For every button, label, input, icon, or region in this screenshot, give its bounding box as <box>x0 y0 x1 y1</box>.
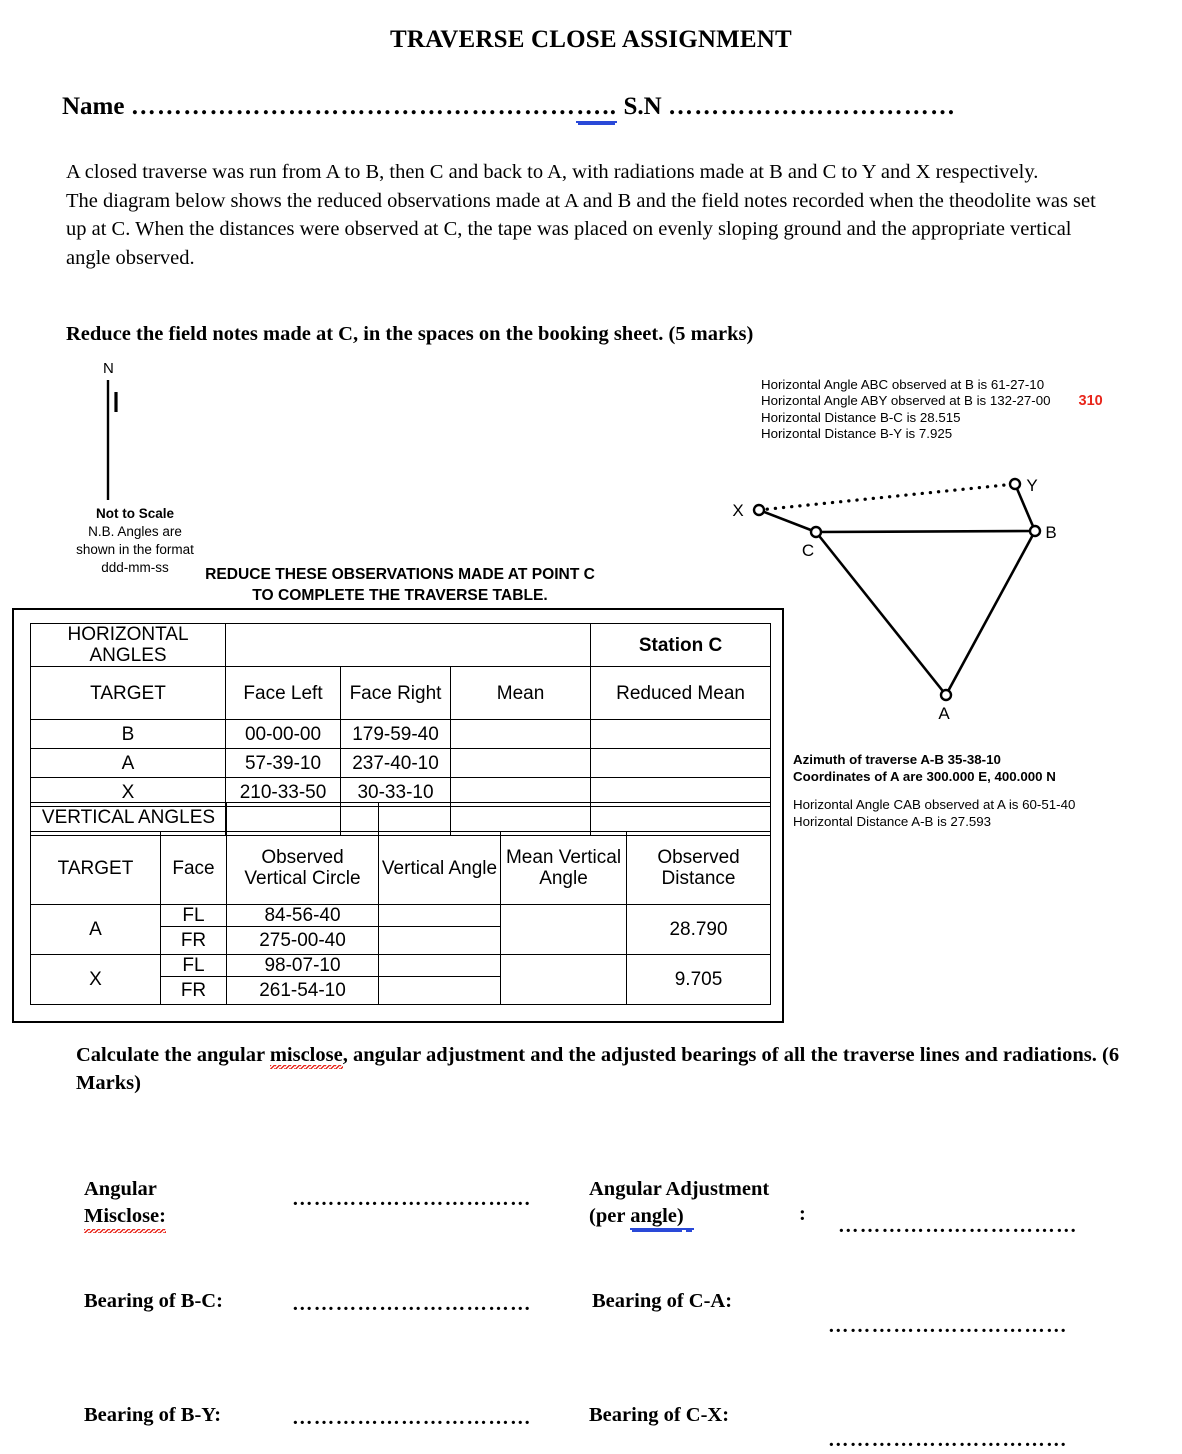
calculate-task-paragraph <box>76 1041 1126 1097</box>
booking-sheet <box>12 608 784 1023</box>
edge-c-a <box>816 532 946 695</box>
vertical-angles-column-header-row <box>31 832 771 905</box>
angular-adjustment-colon: : <box>799 1203 806 1225</box>
nb-line-3: ddd-mm-ss <box>101 560 169 575</box>
table-row <box>31 720 771 749</box>
not-to-scale-label: Not to Scale <box>95 506 174 521</box>
col-header-face-left: Face Left <box>226 667 341 720</box>
angular-adjustment-line-1: Angular Adjustment <box>589 1178 770 1200</box>
page-title: TRAVERSE CLOSE ASSIGNMENT <box>390 26 792 53</box>
bearing-ca-answer-blank[interactable]: …………………………… <box>828 1315 1068 1337</box>
bearing-cx-label: Bearing of C-X: <box>589 1404 730 1426</box>
note-abc-angle: Horizontal Angle ABC observed at B is 61-27-10 <box>761 377 1045 392</box>
vertical-angles-section-row <box>31 803 771 832</box>
angular-misclose-word-2: Misclose: <box>84 1203 166 1233</box>
cell-observed-vertical-circle: 84-56-40 <box>227 905 379 927</box>
cell-reduced-mean[interactable] <box>591 749 771 778</box>
name-dots[interactable]: …………………………………………… <box>130 93 577 120</box>
angular-adjustment-label <box>589 1176 769 1230</box>
edge-x-c <box>759 510 816 532</box>
horizontal-angles-title: HORIZONTAL ANGLES <box>31 624 226 667</box>
col-header-observed-distance: Observed Distance <box>627 832 771 905</box>
name-dots-underlined[interactable]: ….. <box>576 93 617 123</box>
cell-face-left: 00-00-00 <box>226 720 341 749</box>
horizontal-angles-blank-header <box>226 624 591 667</box>
angular-adjustment-trailing-underline <box>684 1205 694 1230</box>
cell-target: X <box>31 778 226 807</box>
table-row <box>31 749 771 778</box>
station-c-label: Station C <box>591 624 771 667</box>
bearing-ca-label: Bearing of C-A: <box>592 1290 733 1312</box>
bearing-cx-answer-blank[interactable]: …………………………… <box>828 1429 1068 1451</box>
edge-c-b <box>816 531 1035 532</box>
booking-sheet-heading-line-1: REDUCE THESE OBSERVATIONS MADE AT POINT C <box>205 566 595 583</box>
angular-adjustment-line-2 <box>589 1203 769 1230</box>
station-label-b: B <box>1045 523 1057 542</box>
col-header-target: TARGET <box>31 832 161 905</box>
cell-target: A <box>31 905 161 955</box>
cell-mean[interactable] <box>451 720 591 749</box>
edge-a-b <box>946 531 1035 695</box>
table-row <box>31 905 771 927</box>
misspelled-word-misclose: misclose <box>270 1044 343 1069</box>
observations-at-b-notes <box>761 377 1103 442</box>
cell-face-right: 237-40-10 <box>341 749 451 778</box>
edge-x-y <box>759 484 1015 510</box>
angular-misclose-answer-blank[interactable]: …………………………… <box>292 1188 532 1210</box>
angular-adjustment-answer-blank[interactable]: …………………………… <box>838 1215 1078 1237</box>
col-header-mean-vertical-angle: Mean Vertical Angle <box>501 832 627 905</box>
angular-misclose-word-1: Angular <box>84 1178 157 1200</box>
cell-observed-vertical-circle: 275-00-40 <box>227 927 379 955</box>
nb-line-1: N.B. Angles are <box>88 524 182 539</box>
name-sn-line <box>62 93 1122 121</box>
cell-vertical-angle[interactable] <box>379 977 501 1005</box>
note-cab-angle: Horizontal Angle CAB observed at A is 60-51-40 <box>793 797 1076 812</box>
cell-vertical-angle[interactable] <box>379 927 501 955</box>
station-label-c: C <box>801 541 815 560</box>
col-header-vertical-angle: Vertical Angle <box>379 832 501 905</box>
intro-line-1: A closed traverse was run from A to B, then C and back to A, with radiations made at B and C to Y and X respectively. <box>66 161 1039 183</box>
north-letter: N <box>103 360 114 377</box>
cell-observed-vertical-circle: 98-07-10 <box>227 955 379 977</box>
booking-sheet-heading-line-2: TO COMPLETE THE TRAVERSE TABLE. <box>252 587 548 604</box>
angular-adjustment-per: (per <box>589 1205 631 1227</box>
north-arrow-icon <box>80 378 140 508</box>
note-aby-angle: Horizontal Angle ABY observed at B is 132-27-00 <box>761 393 1051 409</box>
bearing-bc-label: Bearing of B-C: <box>84 1290 223 1312</box>
angular-misclose-label <box>84 1176 166 1233</box>
horizontal-angles-column-header-row <box>31 667 771 720</box>
cell-face: FL <box>161 955 227 977</box>
azimuth-coordinates-notes <box>793 752 1056 785</box>
cell-face-right: 30-33-10 <box>341 778 451 807</box>
angular-adjustment-angle-word: angle) <box>630 1205 684 1230</box>
cell-reduced-mean[interactable] <box>591 720 771 749</box>
note-aby-angle-row <box>761 393 1103 409</box>
col-header-reduced-mean: Reduced Mean <box>591 667 771 720</box>
calc-text-part-1: Calculate the angular <box>76 1044 270 1066</box>
horizontal-angles-section-row <box>31 624 771 667</box>
bearing-by-answer-blank[interactable]: …………………………… <box>292 1407 532 1429</box>
observations-at-a-notes <box>793 797 1075 830</box>
sn-label: S.N <box>623 93 662 120</box>
sn-dots[interactable]: …………………………… <box>667 93 957 120</box>
bearing-bc-answer-blank[interactable]: …………………………… <box>292 1293 532 1315</box>
vertical-angles-blank-header-2 <box>379 803 771 832</box>
col-header-target: TARGET <box>31 667 226 720</box>
cell-observed-vertical-circle: 261-54-10 <box>227 977 379 1005</box>
note-bc-distance: Horizontal Distance B-C is 28.515 <box>761 409 961 425</box>
cell-mean-vertical-angle[interactable] <box>501 955 627 1005</box>
station-label-y: Y <box>1026 476 1038 495</box>
cell-vertical-angle[interactable] <box>379 955 501 977</box>
cell-face-left: 210-33-50 <box>226 778 341 807</box>
cell-face: FL <box>161 905 227 927</box>
red-annotation-310: 310 <box>1078 393 1103 410</box>
col-header-observed-vertical-circle: Observed Vertical Circle <box>227 832 379 905</box>
intro-line-2: The diagram below shows the reduced observations made at A and B and the field notes recorded when the theodolite was set up at C. When the distances were observed at C, the tape was placed on evenly sloping ground and the appropriate vertical angle observed. <box>66 189 1096 269</box>
cell-face: FR <box>161 927 227 955</box>
bearing-by-label: Bearing of B-Y: <box>84 1404 222 1426</box>
calc-text-part-2: , angular adjustment and the adjusted bearings of all the traverse lines and radiations. (6 Marks) <box>76 1044 1120 1094</box>
name-label: Name <box>62 93 125 120</box>
vertical-angles-table <box>30 802 771 1005</box>
intro-paragraph <box>66 158 1116 272</box>
nb-line-2: shown in the format <box>76 542 194 557</box>
vertical-angles-title: VERTICAL ANGLES <box>31 803 227 832</box>
cell-face-right: 179-59-40 <box>341 720 451 749</box>
cell-target: X <box>31 955 161 1005</box>
cell-mean-vertical-angle[interactable] <box>501 905 627 955</box>
cell-mean[interactable] <box>451 749 591 778</box>
note-by-distance: Horizontal Distance B-Y is 7.925 <box>761 425 953 441</box>
cell-target: A <box>31 749 226 778</box>
col-header-face: Face <box>161 832 227 905</box>
station-node-b <box>1030 526 1040 536</box>
note-azimuth-ab: Azimuth of traverse A-B 35-38-10 <box>793 752 1001 767</box>
cell-face-left: 57-39-10 <box>226 749 341 778</box>
station-node-x <box>754 505 764 515</box>
col-header-mean: Mean <box>451 667 591 720</box>
col-header-face-right: Face Right <box>341 667 451 720</box>
cell-face: FR <box>161 977 227 1005</box>
station-label-a: A <box>938 704 950 723</box>
station-node-c <box>811 527 821 537</box>
note-ab-distance: Horizontal Distance A-B is 27.593 <box>793 813 992 829</box>
note-coordinates-a: Coordinates of A are 300.000 E, 400.000 N <box>793 768 1056 784</box>
vertical-angles-blank-header-1 <box>227 803 379 832</box>
station-node-y <box>1010 479 1020 489</box>
reduce-instruction: Reduce the field notes made at C, in the spaces on the booking sheet. (5 marks) <box>66 323 754 345</box>
cell-vertical-angle[interactable] <box>379 905 501 927</box>
booking-sheet-heading <box>0 564 800 606</box>
cell-observed-distance: 9.705 <box>627 955 771 1005</box>
cell-observed-distance: 28.790 <box>627 905 771 955</box>
table-row <box>31 955 771 977</box>
station-node-a <box>941 690 951 700</box>
station-label-x: X <box>732 501 744 520</box>
cell-target: B <box>31 720 226 749</box>
